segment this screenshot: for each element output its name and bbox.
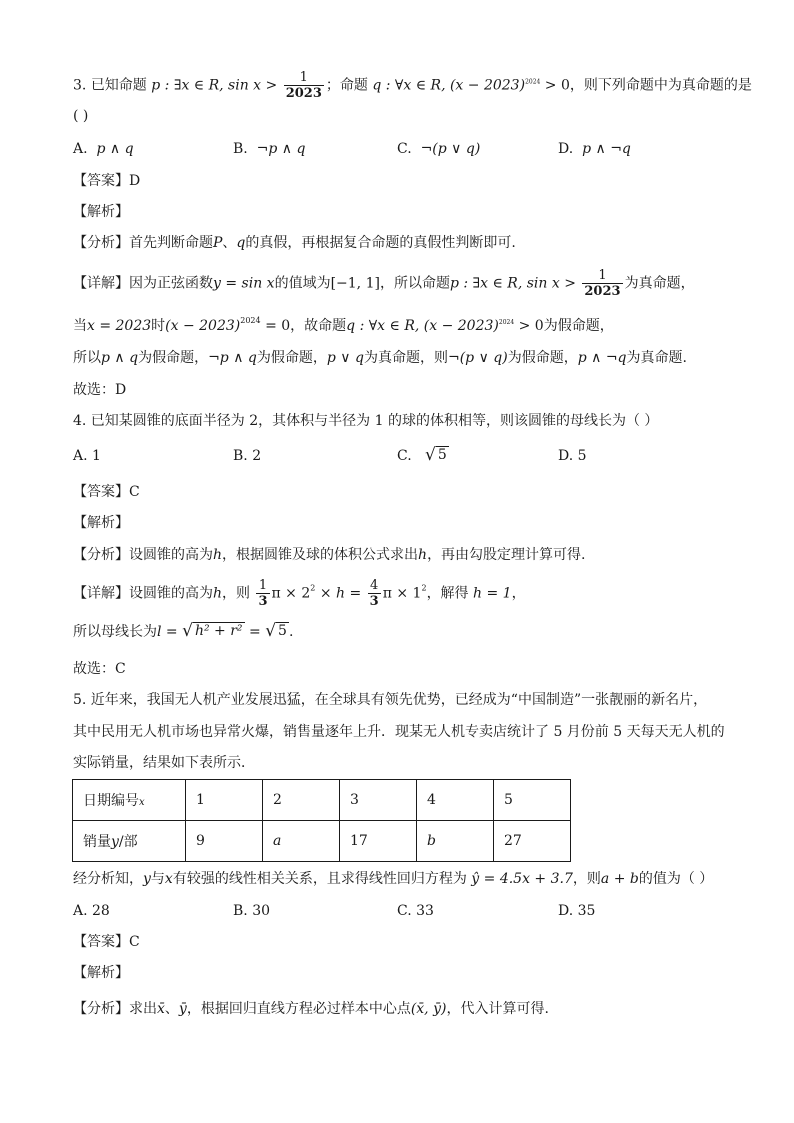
q3-number: 3. [73,77,87,94]
q3-option-c: C. ¬(p ∨ q) [397,141,481,157]
q5-stem-line2: 其中民用无人机市场也异常火爆，销售量逐年上升．现某无人机专卖店统计了 5 月份前 5 天每天无人机的 [73,724,725,740]
table-cell: 5 [494,780,571,821]
q3-p-statement: p : ∃x ∈ R, sin x > [151,77,278,94]
q5-answer: 【答案】C [73,934,140,950]
q5-option-a: A. 28 [73,903,110,919]
q3-analysis-tag: 【解析】 [73,204,129,220]
q4-stem: 4. 已知某圆锥的底面半径为 2，其体积与半径为 1 的球的体积相等，则该圆锥的母线长为（ ） [73,413,659,429]
table-header-sales: 销量y/部 [73,821,186,862]
q4-analysis-tag: 【解析】 [73,515,129,531]
sales-table [72,779,571,862]
q4-fenxi: 【分析】设圆锥的高为h，根据圆锥及球的体积公式求出h，再由勾股定理计算可得. [73,547,586,563]
sqrt-symbol: √ 5 [425,445,447,465]
q5-stem-line1: 5. 近年来，我国无人机产业发展迅猛，在全球具有领先优势，已经成为“中国制造”一张靓丽的新名片， [73,692,708,708]
q3-option-a: A. p ∧ q [73,141,134,157]
q3-q-statement: q : ∀x ∈ R, (x − 2023) [372,77,526,94]
q5-option-d: D. 35 [558,903,596,919]
q3-stem-line1: 3. 已知命题 p : ∃x ∈ R, sin x > $\frac{1}{2023}$ ；命题 q : ∀x ∈ R, $(x - 2023)^{2024} > 0$，则下列命题中为真命题的是 [73,70,752,101]
q5-after-table: 经分析知，y与x有较强的线性相关关系，且求得线性回归方程为 ŷ = 4.5x + 3.7，则a + b的值为（ ） [73,871,714,887]
q4-option-d: D. 5 [558,448,587,464]
table-row [73,780,571,821]
q5-fenxi: 【分析】求出x̄、ȳ，根据回归直线方程必过样本中心点(x̄, ȳ)，代入计算可得. [73,1001,549,1017]
table-cell: 27 [494,821,571,862]
q4-detail-line2: 所以母线长为l = √ h² + r² = √ 5 . [73,621,294,641]
q5-option-b: B. 30 [233,903,271,919]
q3-fraction: $\frac{1}{2023}$ [285,70,322,101]
table-row [73,821,571,862]
q5-option-c: C. 33 [397,903,434,919]
table-cell: 4 [417,780,494,821]
table-cell: 9 [186,821,263,862]
q4-choice: 故选：C [73,661,126,677]
q3-detail-line3: 所以p ∧ q为假命题，¬p ∧ q为假命题，p ∨ q为真命题，则¬(p ∨ q)为假命题，p ∧ ¬q为真命题. [73,350,687,366]
table-cell: 17 [340,821,417,862]
table-cell: a [263,821,340,862]
table-cell: b [417,821,494,862]
q3-fenxi: 【分析】首先判断命题P、q的真假，再根据复合命题的真假性判断即可. [73,235,516,251]
table-cell: 1 [186,780,263,821]
q4-option-a: A. 1 [73,448,101,464]
q4-option-c: C. √ 5 [397,445,447,465]
q3-option-d: D. p ∧ ¬q [558,141,631,157]
q5-analysis-tag: 【解析】 [73,965,129,981]
table-cell: 2 [263,780,340,821]
q4-option-b: B. 2 [233,448,262,464]
q3-detail-line1: 【详解】因为正弦函数y = sin x的值域为[−1, 1]，所以命题p : ∃x ∈ R, sin x > $\frac{1}{2023}$ 为真命题， [73,268,695,299]
q3-option-b: B. ¬p ∧ q [233,141,306,157]
q5-stem-line3: 实际销量，结果如下表所示． [73,755,255,771]
q3-answer: 【答案】D [73,173,141,189]
q4-answer: 【答案】C [73,484,140,500]
table-header-date: 日期编号x [73,780,186,821]
q4-detail-line1: 【详解】设圆锥的高为h，则 $\frac{1}{3}$ $\pi \times 2^2 \times h$ = $\frac{4}{3}$ $\pi \times 1^2$，解得 h = 1， [73,578,526,609]
table-cell: 3 [340,780,417,821]
q3-choice: 故选：D [73,382,127,398]
q3-detail-line2: 当x = 2023时$(x - 2023)^{2024} = 0$，故命题q : ∀x ∈ R, $(x - 2023)^{2024} > 0$为假命题， [73,316,614,334]
q3-paren: ( ) [73,108,89,124]
